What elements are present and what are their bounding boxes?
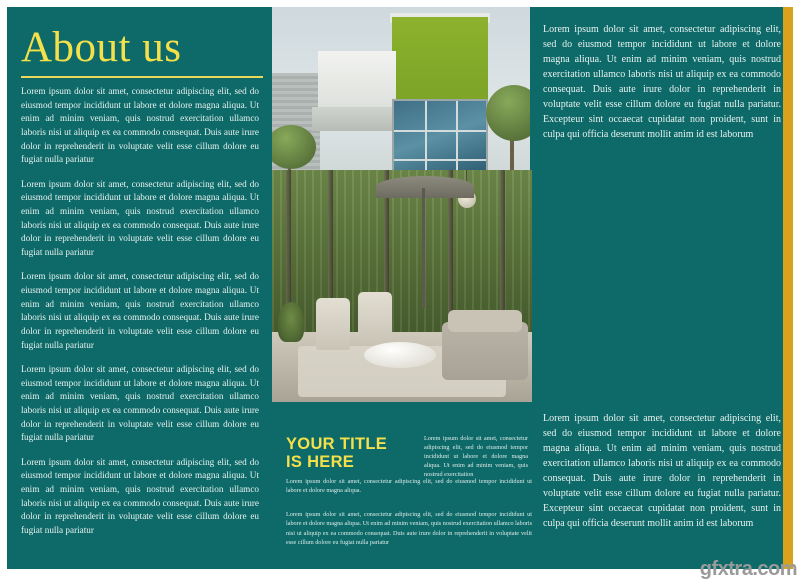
interior-plant	[278, 302, 304, 342]
watermark: gfxtra.com	[699, 558, 797, 580]
section-2-body-2: Lorem ipsum dolor sit amet, consectetur adipiscing elit, sed do eiusmod tempor incididunt ut labore et dolore magna aliqua. Ut enim ad minim veniam, quis nostrud exercitation ullamco laboris nisi ut aliquip ex ea commodo consequat. Duis aute irure dolor in reprehenderit in voluptate velit esse cillum dolore eu fugiat nulla pariatur	[286, 511, 532, 546]
right-column	[543, 7, 783, 569]
section-2-body-1: Lorem ipsum dolor sit amet, consectetur adipiscing elit, sed do eiusmod tempor incididunt ut labore et dolore magna aliqua.	[286, 478, 532, 495]
interior-umbrella-canopy	[376, 176, 474, 198]
page-title: About us	[21, 24, 182, 71]
section-2-title	[286, 435, 401, 472]
interior-umbrella-pole	[422, 188, 425, 308]
left-paragraph-3: Lorem ipsum dolor sit amet, consectetur adipiscing elit, sed do eiusmod tempor incididunt ut labore et dolore magna aliqua. Ut enim ad minim veniam, quis nostrud exercitation ullamco laboris nisi ut aliquip ex ea commodo consequat. Duis aute irure dolor in reprehenderit in voluptate velit esse cillum dolore eu fugiat nulla pariatur	[21, 271, 259, 350]
brochure-canvas	[7, 7, 793, 569]
section-2-title-line-2: IS HERE	[286, 453, 355, 472]
left-column	[16, 25, 264, 548]
gold-accent-strip	[783, 7, 793, 569]
left-paragraph-5: Lorem ipsum dolor sit amet, consectetur adipiscing elit, sed do eiusmod tempor incididunt ut labore et dolore magna aliqua. Ut enim ad minim veniam, quis nostrud exercitation ullamco laboris nisi ut aliquip ex ea commodo consequat. Duis aute irure dolor in reprehenderit in voluptate velit esse cillum dolore eu fugiat nulla pariatur	[21, 456, 259, 535]
interior-sofa	[442, 322, 528, 380]
interior-patio-photo	[272, 170, 532, 402]
section-2-title-line-1: YOUR TITLE	[286, 435, 388, 453]
right-paragraph-1: Lorem ipsum dolor sit amet, consectetur adipiscing elit, sed do eiusmod tempor incididunt ut labore et dolore magna aliqua. Ut enim ad minim veniam, quis nostrud exercitation ullamco laboris nisi ut aliquip ex ea commodo consequat. Duis aute irure dolor in reprehenderit in voluptate velit esse cillum dolore eu fugiat nulla pariatur. Excepteur sint occaecat cupidatat non proident, sunt in culpa qui officia deserunt mollit anim id est laborum	[543, 24, 781, 140]
interior-chair-1	[316, 298, 350, 350]
left-paragraph-2: Lorem ipsum dolor sit amet, consectetur adipiscing elit, sed do eiusmod tempor incididunt ut labore et dolore magna aliqua. Ut enim ad minim veniam, quis nostrud exercitation ullamco laboris nisi ut aliquip ex ea commodo consequat. Duis aute irure dolor in reprehenderit in voluptate velit esse cillum dolore eu fugiat nulla pariatur	[21, 178, 259, 257]
section-2-side-text: Lorem ipsum dolor sit amet, consectetur adipiscing elit, sed do eiusmod tempor incididunt ut labore et dolore magna aliqua. Ut enim ad minim veniam, quis nostrud exercitation	[424, 435, 528, 478]
title-divider	[21, 76, 263, 78]
photo-white-facade	[318, 51, 396, 111]
interior-chair-2	[358, 292, 392, 344]
right-paragraph-2: Lorem ipsum dolor sit amet, consectetur adipiscing elit, sed do eiusmod tempor incididunt ut labore et dolore magna aliqua. Ut enim ad minim veniam, quis nostrud exercitation ullamco laboris nisi ut aliquip ex ea commodo consequat. Duis aute irure dolor in reprehenderit in voluptate velit esse cillum dolore eu fugiat nulla pariatur. Excepteur sint occaecat cupidatat non proident, sunt in culpa qui officia deserunt mollit anim id est laborum	[543, 413, 781, 529]
interior-coffee-table	[364, 342, 436, 368]
left-paragraph-4: Lorem ipsum dolor sit amet, consectetur adipiscing elit, sed do eiusmod tempor incididunt ut labore et dolore magna aliqua. Ut enim ad minim veniam, quis nostrud exercitation ullamco laboris nisi ut aliquip ex ea commodo consequat. Duis aute irure dolor in reprehenderit in voluptate velit esse cillum dolore eu fugiat nulla pariatur	[21, 364, 259, 443]
photo-white-band	[312, 107, 398, 131]
left-paragraph-1: Lorem ipsum dolor sit amet, consectetur adipiscing elit, sed do eiusmod tempor incididunt ut labore et dolore magna aliqua. Ut enim ad minim veniam, quis nostrud exercitation ullamco laboris nisi ut aliquip ex ea commodo consequat. Duis aute irure dolor in reprehenderit in voluptate velit esse cillum dolore eu fugiat nulla pariatur	[21, 86, 259, 165]
